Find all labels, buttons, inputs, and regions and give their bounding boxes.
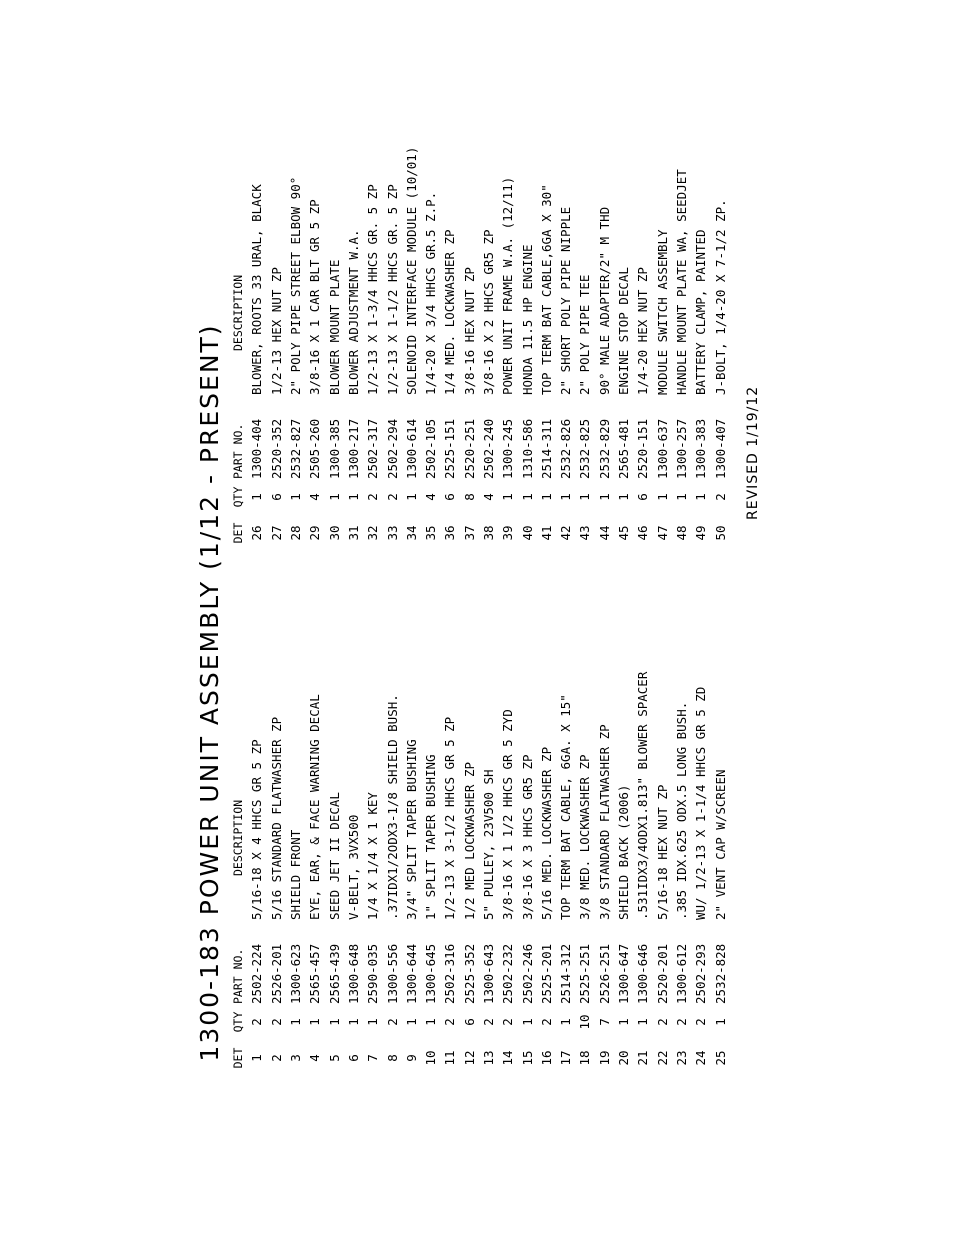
cell-det: 32 (365, 525, 381, 541)
cell-det: 23 (673, 1050, 689, 1066)
cell-part-no: 2565-481 (616, 418, 632, 479)
cell-part-no: 1300-643 (481, 943, 496, 1004)
cell-det: 9 (403, 1054, 419, 1062)
cell-description: 2" POLY PIPE STREET ELBOW 90° (288, 176, 304, 395)
cell-part-no: 1300-217 (345, 418, 361, 479)
cell-qty: 2 (500, 1018, 516, 1026)
cell-description: 3/8 MED. LOCKWASHER ZP (577, 754, 593, 920)
table-row (305, 0, 324, 555)
table-row (402, 496, 421, 1080)
cell-qty: 1 (403, 493, 419, 501)
parts-table-left (228, 496, 730, 1080)
cell-qty: 2 (249, 1018, 265, 1026)
cell-det: 36 (442, 525, 458, 541)
table-row (691, 496, 710, 1080)
cell-qty: 2 (538, 1018, 554, 1026)
cell-description: 5/16 MED. LOCKWASHER ZP (538, 746, 554, 920)
table-row (575, 496, 594, 1080)
cell-qty: 1 (288, 1018, 304, 1026)
cell-description: 1" SPLIT TAPER BUSHING (423, 754, 439, 920)
cell-det: 5 (326, 1054, 342, 1062)
cell-part-no: 2514-311 (538, 418, 554, 479)
cell-part-no: 1300-245 (500, 418, 516, 479)
cell-description: EYE, EAR, & FACE WARNING DECAL (307, 694, 323, 920)
cell-qty: 7 (596, 1018, 612, 1026)
table-row (614, 496, 633, 1080)
cell-part-no: 2526-251 (596, 943, 612, 1004)
cell-qty: 1 (596, 493, 612, 501)
cell-det: 20 (616, 1050, 632, 1066)
cell-part-no: 2502-246 (519, 943, 535, 1004)
table-row (653, 0, 672, 555)
table-rows-right (247, 0, 729, 555)
cell-det: 15 (519, 1050, 535, 1066)
cell-det: 48 (673, 525, 689, 541)
cell-det: 6 (345, 1054, 361, 1062)
cell-part-no: 1310-586 (519, 418, 535, 479)
table-row (710, 0, 729, 555)
table-row (537, 496, 556, 1080)
cell-qty: 1 (693, 493, 709, 501)
cell-det: 40 (519, 525, 535, 541)
cell-det: 38 (481, 525, 496, 541)
cell-det: 42 (558, 525, 574, 541)
cell-description: 1/4-20 X 3/4 HHCS GR.5 Z.P. (423, 191, 439, 395)
cell-qty: 6 (442, 493, 458, 501)
cell-det: 39 (500, 525, 516, 541)
cell-qty: 8 (461, 493, 477, 501)
cell-qty: 1 (365, 1018, 381, 1026)
cell-qty: 2 (384, 1018, 400, 1026)
table-row (460, 496, 479, 1080)
cell-part-no: 1300-623 (288, 943, 304, 1004)
header-det: DET (230, 522, 245, 544)
header-part-no: PART NO. (230, 423, 245, 479)
revision-note: REVISED 1/19/12 (745, 385, 761, 520)
cell-det: 27 (268, 525, 284, 541)
cell-part-no: 2502-224 (249, 943, 265, 1004)
cell-qty: 1 (616, 1018, 632, 1026)
cell-qty: 2 (384, 493, 400, 501)
cell-part-no: 2526-201 (268, 943, 284, 1004)
header-description: DESCRIPTION (230, 799, 245, 876)
cell-qty: 1 (616, 493, 632, 501)
header-det: DET (230, 1047, 245, 1069)
table-row (672, 496, 691, 1080)
cell-part-no: 1300-612 (673, 943, 689, 1004)
cell-det: 47 (654, 525, 670, 541)
table-row (421, 496, 440, 1080)
cell-det: 22 (654, 1050, 670, 1066)
cell-part-no: 2565-439 (326, 943, 342, 1004)
cell-description: HONDA 11.5 HP ENGINE (519, 244, 535, 395)
table-row (247, 0, 266, 555)
cell-part-no: 2532-825 (577, 418, 593, 479)
cell-det: 43 (577, 525, 593, 541)
table-row (267, 0, 286, 555)
cell-part-no: 1300-648 (345, 943, 361, 1004)
table-row (575, 0, 594, 555)
cell-qty: 2 (442, 1018, 458, 1026)
cell-part-no: 2532-827 (288, 418, 304, 479)
cell-qty: 1 (712, 1018, 728, 1026)
table-row (498, 496, 517, 1080)
cell-description: 1/2-13 HEX NUT ZP (268, 267, 284, 395)
cell-det: 45 (616, 525, 632, 541)
cell-qty: 1 (345, 1018, 361, 1026)
cell-description: 3/8-16 X 1 1/2 HHCS GR 5 ZYD (500, 709, 516, 920)
cell-part-no: 2525-151 (442, 418, 458, 479)
cell-description: TOP TERM BAT CABLE, 6GA. X 15" (558, 694, 574, 920)
cell-part-no: 1300-646 (635, 943, 651, 1004)
cell-det: 19 (596, 1050, 612, 1066)
cell-det: 29 (307, 525, 323, 541)
cell-part-no: 2525-352 (461, 943, 477, 1004)
cell-qty: 6 (461, 1018, 477, 1026)
cell-description: 5/16 STANDARD FLATWASHER ZP (268, 716, 284, 920)
cell-description: 2" POLY PIPE TEE (577, 274, 593, 395)
parts-table-right (228, 0, 730, 555)
cell-description: .385 IDX.625 ODX.5 LONG BUSH. (673, 701, 689, 920)
table-row (633, 496, 652, 1080)
cell-det: 16 (538, 1050, 554, 1066)
cell-qty: 1 (249, 493, 265, 501)
table-row (710, 496, 729, 1080)
cell-qty: 1 (558, 493, 574, 501)
cell-det: 25 (712, 1050, 728, 1066)
cell-description: J-BOLT, 1/4-20 X 7-1/2 ZP. (712, 199, 728, 395)
cell-description: ENGINE STOP DECAL (616, 267, 632, 395)
table-row (595, 0, 614, 555)
cell-part-no: 2502-316 (442, 943, 458, 1004)
cell-det: 30 (326, 525, 342, 541)
table-row (382, 0, 401, 555)
table-row (324, 496, 343, 1080)
cell-description: 90° MALE ADAPTER/2" M THD (596, 206, 612, 395)
cell-part-no: 2532-828 (712, 943, 728, 1004)
cell-det: 13 (481, 1050, 496, 1066)
cell-qty: 1 (326, 1018, 342, 1026)
cell-description: 5/16-18 X 4 HHCS GR 5 ZP (249, 739, 265, 920)
table-rows-left (247, 496, 729, 1080)
cell-part-no: 1300-407 (712, 418, 728, 479)
page-title: 1300-183 POWER UNIT ASSEMBLY (1/12 - PRESENT) (195, 323, 224, 1062)
cell-description: 1/2 MED LOCKWASHER ZP (461, 761, 477, 920)
cell-part-no: 2590-035 (365, 943, 381, 1004)
table-row (267, 496, 286, 1080)
table-row (286, 496, 305, 1080)
cell-qty: 1 (519, 1018, 535, 1026)
cell-qty: 2 (481, 1018, 496, 1026)
cell-det: 8 (384, 1054, 400, 1062)
table-row (286, 0, 305, 555)
cell-part-no: 2525-251 (577, 943, 593, 1004)
header-qty: QTY (230, 486, 245, 508)
header-qty: QTY (230, 1011, 245, 1033)
table-row (247, 496, 266, 1080)
cell-qty: 4 (481, 493, 496, 501)
cell-qty: 2 (654, 1018, 670, 1026)
cell-det: 28 (288, 525, 304, 541)
cell-det: 21 (635, 1050, 651, 1066)
cell-det: 12 (461, 1050, 477, 1066)
cell-qty: 1 (345, 493, 361, 501)
cell-det: 2 (268, 1054, 284, 1062)
cell-det: 49 (693, 525, 709, 541)
table-row (382, 496, 401, 1080)
table-row (691, 0, 710, 555)
cell-description: 3/8-16 X 3 HHCS GR5 ZP (519, 754, 535, 920)
cell-description: 1/2-13 X 1-1/2 HHCS GR. 5 ZP (384, 184, 400, 395)
cell-description: HANDLE MOUNT PLATE WA, SEEDJET (673, 169, 689, 395)
table-row (421, 0, 440, 555)
cell-description: 1/4-20 HEX NUT ZP (635, 267, 651, 395)
table-row (672, 0, 691, 555)
cell-det: 37 (461, 525, 477, 541)
cell-description: 3/8-16 X 2 HHCS GR5 ZP (481, 229, 496, 395)
cell-det: 50 (712, 525, 728, 541)
cell-qty: 1 (326, 493, 342, 501)
cell-det: 31 (345, 525, 361, 541)
cell-description: SOLENOID INTERFACE MODULE (10/01) (403, 146, 419, 395)
cell-qty: 4 (307, 493, 323, 501)
table-row (344, 496, 363, 1080)
cell-part-no: 2532-826 (558, 418, 574, 479)
cell-qty: 2 (365, 493, 381, 501)
cell-part-no: 2502-294 (384, 418, 400, 479)
cell-description: 2" VENT CAP W/SCREEN (712, 769, 728, 920)
table-row (653, 496, 672, 1080)
cell-det: 11 (442, 1050, 458, 1066)
cell-part-no: 1300-614 (403, 418, 419, 479)
cell-part-no: 2525-201 (538, 943, 554, 1004)
table-row (305, 496, 324, 1080)
cell-qty: 1 (423, 1018, 439, 1026)
table-row (556, 0, 575, 555)
cell-description: 1/2-13 X 1-3/4 HHCS GR. 5 ZP (365, 184, 381, 395)
cell-det: 44 (596, 525, 612, 541)
cell-description: 1/4 MED. LOCKWASHER ZP (442, 229, 458, 395)
cell-description: BLOWER MOUNT PLATE (326, 259, 342, 395)
cell-part-no: 2502-240 (481, 418, 496, 479)
cell-part-no: 1300-404 (249, 418, 265, 479)
cell-description: BLOWER ADJUSTMENT W.A. (345, 229, 361, 395)
cell-description: MODULE SWITCH ASSEMBLY (654, 229, 670, 395)
cell-det: 7 (365, 1054, 381, 1062)
cell-det: 26 (249, 525, 265, 541)
cell-qty: 1 (519, 493, 535, 501)
cell-part-no: 2520-201 (654, 943, 670, 1004)
cell-part-no: 2502-317 (365, 418, 381, 479)
cell-part-no: 2514-312 (558, 943, 574, 1004)
cell-part-no: 1300-383 (693, 418, 709, 479)
cell-det: 41 (538, 525, 554, 541)
cell-det: 3 (288, 1054, 304, 1062)
cell-part-no: 2520-151 (635, 418, 651, 479)
cell-part-no: 1300-385 (326, 418, 342, 479)
cell-qty: 2 (673, 1018, 689, 1026)
table-row (402, 0, 421, 555)
table-row (498, 0, 517, 555)
cell-description: BLOWER, ROOTS 33 URAL, BLACK (249, 184, 265, 395)
cell-part-no: 1300-645 (423, 943, 439, 1004)
cell-description: 5" PULLEY, 23V500 SH (481, 769, 496, 920)
table-row (517, 496, 536, 1080)
table-row (363, 0, 382, 555)
table-row (479, 496, 498, 1080)
cell-description: 3/8 STANDARD FLATWASHER ZP (596, 724, 612, 920)
cell-part-no: 2520-352 (268, 418, 284, 479)
cell-qty: 1 (538, 493, 554, 501)
cell-qty: 10 (577, 1014, 593, 1030)
cell-qty: 1 (288, 493, 304, 501)
cell-qty: 1 (558, 1018, 574, 1026)
cell-part-no: 2532-829 (596, 418, 612, 479)
cell-det: 4 (307, 1054, 323, 1062)
cell-qty: 1 (307, 1018, 323, 1026)
cell-part-no: 1300-644 (403, 943, 419, 1004)
cell-det: 1 (249, 1054, 265, 1062)
cell-description: WU/ 1/2-13 X 1-1/4 HHCS GR 5 ZD (693, 686, 709, 920)
cell-qty: 1 (403, 1018, 419, 1026)
table-row (363, 496, 382, 1080)
cell-det: 14 (500, 1050, 516, 1066)
table-row (324, 0, 343, 555)
cell-part-no: 2502-232 (500, 943, 516, 1004)
table-row (595, 496, 614, 1080)
table-row (344, 0, 363, 555)
cell-det: 46 (635, 525, 651, 541)
cell-det: 33 (384, 525, 400, 541)
cell-det: 34 (403, 525, 419, 541)
table-row (479, 0, 498, 555)
cell-part-no: 1300-556 (384, 943, 400, 1004)
table-header (228, 0, 247, 555)
cell-part-no: 2505-260 (307, 418, 323, 479)
table-row (556, 496, 575, 1080)
table-row (517, 0, 536, 555)
cell-part-no: 2502-105 (423, 418, 439, 479)
table-row (633, 0, 652, 555)
cell-part-no: 2520-251 (461, 418, 477, 479)
cell-det: 17 (558, 1050, 574, 1066)
table-row (440, 0, 459, 555)
cell-description: 1/2-13 X 3-1/2 HHCS GR 5 ZP (442, 716, 458, 920)
cell-qty: 1 (635, 1018, 651, 1026)
cell-description: 5/16-18 HEX NUT ZP (654, 784, 670, 920)
cell-description: SEED JET II DECAL (326, 792, 342, 920)
table-row (460, 0, 479, 555)
cell-part-no: 1300-637 (654, 418, 670, 479)
cell-description: V-BELT, 3VX500 (345, 814, 361, 920)
cell-description: 3/8-16 HEX NUT ZP (461, 267, 477, 395)
cell-description: 3/4" SPLIT TAPER BUSHING (403, 739, 419, 920)
cell-description: 1/4 X 1/4 X 1 KEY (365, 792, 381, 920)
table-row (614, 0, 633, 555)
cell-qty: 1 (577, 493, 593, 501)
cell-part-no: 1300-257 (673, 418, 689, 479)
cell-description: .531IDX3/4ODX1.813" BLOWER SPACER (635, 671, 651, 920)
cell-qty: 6 (635, 493, 651, 501)
cell-description: POWER UNIT FRAME W.A. (12/11) (500, 176, 516, 395)
cell-description: 2" SHORT POLY PIPE NIPPLE (558, 206, 574, 395)
cell-part-no: 2502-293 (693, 943, 709, 1004)
cell-qty: 1 (500, 493, 516, 501)
cell-qty: 2 (693, 1018, 709, 1026)
cell-det: 24 (693, 1050, 709, 1066)
cell-det: 35 (423, 525, 439, 541)
cell-part-no: 2565-457 (307, 943, 323, 1004)
cell-description: SHIELD FRONT (288, 829, 304, 920)
cell-description: BATTERY CLAMP, PAINTED (693, 229, 709, 395)
table-row (440, 496, 459, 1080)
cell-description: .37IDX1/2ODX3-1/8 SHIELD BUSH. (384, 694, 400, 920)
cell-description: TOP TERM BAT CABLE,6GA X 30" (538, 184, 554, 395)
cell-qty: 2 (268, 1018, 284, 1026)
cell-qty: 2 (712, 493, 728, 501)
cell-qty: 1 (673, 493, 689, 501)
table-row (537, 0, 556, 555)
header-part-no: PART NO. (230, 948, 245, 1004)
cell-det: 10 (423, 1050, 439, 1066)
cell-qty: 1 (654, 493, 670, 501)
cell-description: 3/8-16 X 1 CAR BLT GR 5 ZP (307, 199, 323, 395)
header-description: DESCRIPTION (230, 274, 245, 351)
cell-qty: 6 (268, 493, 284, 501)
cell-description: SHIELD BACK (2006) (616, 784, 632, 920)
cell-part-no: 1300-647 (616, 943, 632, 1004)
cell-qty: 4 (423, 493, 439, 501)
table-header (228, 496, 247, 1080)
cell-det: 18 (577, 1050, 593, 1066)
